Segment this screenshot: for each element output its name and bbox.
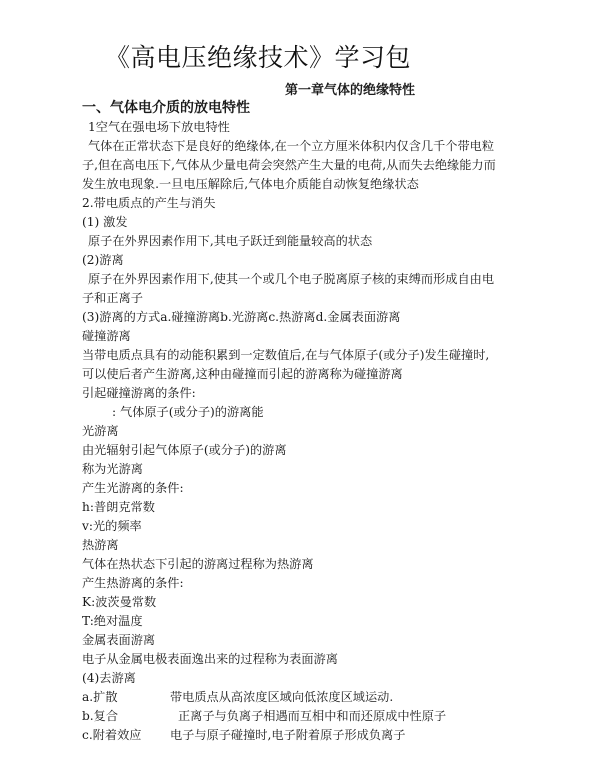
paragraph-line: 发生放电现象.一旦电压解除后,气体电介质能自动恢复绝缘状态 — [82, 177, 419, 191]
paragraph-line: (4)去游离 — [82, 671, 136, 685]
paragraph-line: 2.带电质点的产生与消失 — [82, 196, 216, 210]
document-title: 《高电压绝缘技术》学习包 — [105, 43, 412, 72]
removal-key: a.扩散 — [82, 690, 118, 704]
paragraph-line: 子和正离子 — [82, 291, 143, 305]
subheading: 碰撞游离 — [82, 329, 131, 343]
paragraph-line: 电子从金属电极表面逸出来的过程称为表面游离 — [82, 652, 338, 666]
removal-text: 带电质点从高浓度区域向低浓度区域运动. — [170, 690, 394, 704]
paragraph-line: 气体在热状态下引起的游离过程称为热游离 — [82, 557, 314, 571]
paragraph-line: 原子在外界因素作用下,使其一个或几个电子脱离原子核的束缚而形成自由电 — [88, 272, 495, 286]
section-heading: 一、气体电介质的放电特性 — [82, 100, 250, 116]
paragraph-line: 称为光游离 — [82, 462, 143, 476]
paragraph-line: (3)游离的方式a.碰撞游离b.光游离c.热游离d.金属表面游离 — [82, 310, 401, 324]
subheading: 光游离 — [82, 424, 119, 438]
subheading: 金属表面游离 — [82, 633, 156, 647]
paragraph-line: 产生光游离的条件: — [82, 481, 184, 495]
paragraph-line: 由光辐射引起气体原子(或分子)的游离 — [82, 443, 287, 457]
paragraph-line: v:光的频率 — [82, 519, 142, 533]
removal-key: b.复合 — [82, 709, 119, 723]
body-text — [82, 118, 522, 745]
paragraph-line: (1) 激发 — [82, 215, 128, 229]
paragraph-line: h:普朗克常数 — [82, 500, 155, 514]
removal-item-recombination — [82, 707, 522, 726]
paragraph-line: 子,但在高电压下,气体从少量电荷会突然产生大量的电荷,从而失去绝缘能力而 — [82, 158, 496, 172]
subheading: 热游离 — [82, 538, 119, 552]
paragraph-line: 引起碰撞游离的条件: — [82, 386, 196, 400]
paragraph-line: 1空气在强电场下放电特性 — [88, 120, 230, 134]
paragraph-line: T:绝对温度 — [82, 614, 143, 628]
paragraph-line: (2)游离 — [82, 253, 124, 267]
removal-text: 正离子与负离子相遇而互相中和而还原成中性原子 — [178, 709, 447, 723]
paragraph-line: : 气体原子(或分子)的游离能 — [112, 405, 264, 419]
paragraph-line: 当带电质点具有的动能积累到一定数值后,在与气体原子(或分子)发生碰撞时, — [82, 348, 490, 362]
paragraph-line: 原子在外界因素作用下,其电子跃迁到能量较高的状态 — [88, 234, 373, 248]
removal-item-attachment — [82, 726, 522, 745]
paragraph-line: 气体在正常状态下是良好的绝缘体,在一个立方厘米体积内仅含几千个带电粒 — [88, 139, 495, 153]
removal-item-diffusion — [82, 688, 522, 707]
chapter-title: 第一章气体的绝缘特性 — [284, 83, 415, 98]
removal-key: c.附着效应 — [82, 728, 142, 742]
paragraph-line: 产生热游离的条件: — [82, 576, 184, 590]
paragraph-line: 可以使后者产生游离,这种由碰撞而引起的游离称为碰撞游离 — [82, 367, 403, 381]
removal-text: 电子与原子碰撞时,电子附着原子形成负离子 — [170, 728, 406, 742]
paragraph-line: K:波茨曼常数 — [82, 595, 157, 609]
